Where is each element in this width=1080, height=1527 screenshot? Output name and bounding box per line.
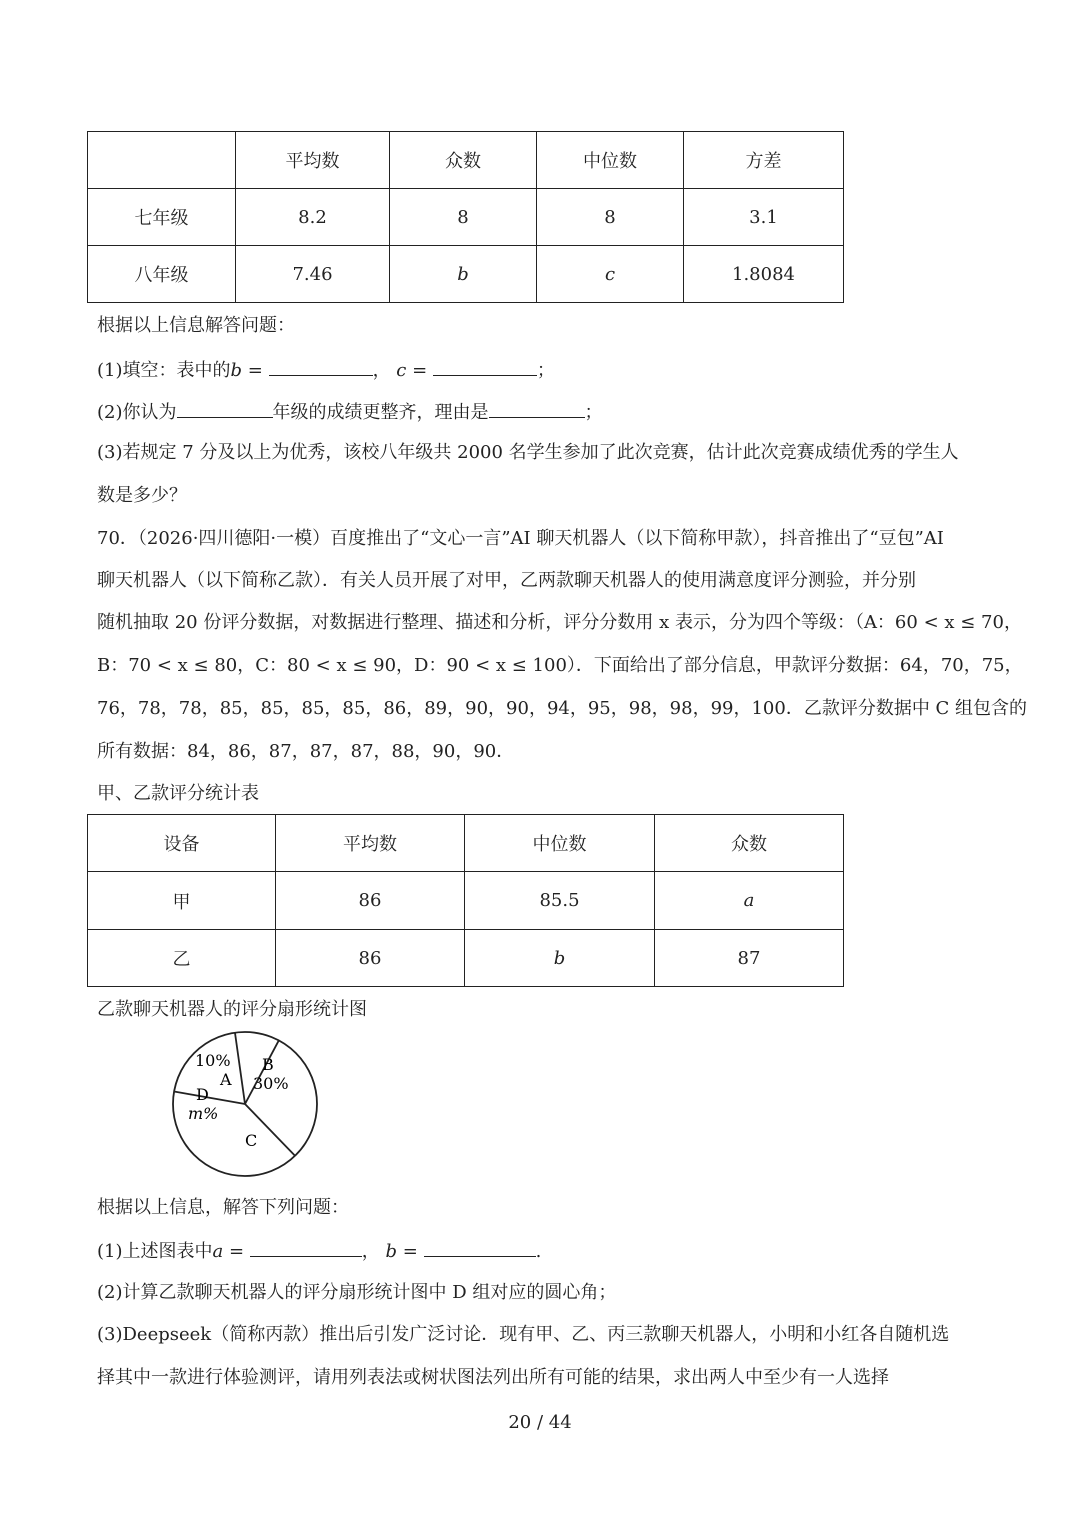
problem-70-line6: 所有数据：84，86，87，87，87，88，90，90． (97, 741, 515, 762)
slice-c-label: C (245, 1131, 258, 1150)
table-row (88, 930, 844, 987)
end-mark: ； (536, 360, 555, 381)
var-b: b (230, 360, 243, 381)
table-cell: 平均数 (276, 815, 465, 872)
table-header-row (88, 815, 844, 872)
question-intro: 根据以上信息解答问题： (97, 315, 295, 336)
problem-70-line3: 随机抽取 20 份评分数据，对数据进行整理、描述和分析，评分分数用 x 表示，分为四个等级：（A：60 < x ≤ 70， (97, 612, 1022, 633)
problem-70-line1: 70．（2026·四川德阳·一模）百度推出了“文心一言”AI 聊天机器人（以下简称甲款），抖音推出了“豆包”AI (97, 528, 944, 549)
question-2-3-line1: (3)Deepseek（简称丙款）推出后引发广泛讨论．现有甲、乙、丙三款聊天机器人，小明和小红各自随机选 (97, 1324, 950, 1345)
table-cell: 86 (276, 872, 465, 930)
var-b: b (385, 1241, 398, 1262)
table-cell: 85.5 (465, 872, 655, 930)
table-row (88, 246, 844, 303)
table-cell: 87 (655, 930, 844, 987)
problem-70-line4: B：70 < x ≤ 80，C：80 < x ≤ 90，D：90 < x ≤ 100）．下面给出了部分信息，甲款评分数据：64，70，75， (97, 655, 1023, 676)
answer-blank-c[interactable] (433, 357, 537, 376)
slice-b-value: 30% (253, 1074, 289, 1093)
table-cell: c (537, 246, 684, 303)
table-cell: 8 (537, 189, 684, 246)
table-cell: 8 (390, 189, 537, 246)
table-cell: 众数 (390, 132, 537, 189)
table-cell: 3.1 (684, 189, 844, 246)
equals: = (397, 1241, 424, 1262)
answer-blank-a[interactable] (250, 1238, 362, 1257)
table-row (88, 189, 844, 246)
table-cell: 平均数 (236, 132, 390, 189)
answer-blank-grade[interactable] (177, 399, 273, 418)
slice-a-label: A (220, 1070, 232, 1089)
q2-prefix: (2)你认为 (97, 402, 177, 423)
q2-1-prefix: (1)上述图表中 (97, 1241, 213, 1262)
table-header-row (88, 132, 844, 189)
page-number: 20 / 44 (508, 1412, 572, 1433)
var-a: a (212, 1241, 224, 1262)
pie-chart (160, 1028, 340, 1188)
q2-mid: 年级的成绩更整齐，理由是 (272, 402, 489, 423)
slice-d-label: D (196, 1085, 209, 1104)
table-cell: b (465, 930, 655, 987)
answer-blank-reason[interactable] (489, 399, 585, 418)
end-mark: . (535, 1241, 542, 1262)
table-cell: 7.46 (236, 246, 390, 303)
table-cell: 八年级 (88, 246, 236, 303)
pie-title: 乙款聊天机器人的评分扇形统计图 (97, 999, 367, 1020)
equals: = (406, 360, 433, 381)
answer-blank-b[interactable] (269, 357, 373, 376)
table-cell (88, 132, 236, 189)
score-table (87, 131, 844, 303)
table-cell: 众数 (655, 815, 844, 872)
question-intro-2: 根据以上信息，解答下列问题： (97, 1197, 349, 1218)
table-cell: 8.2 (236, 189, 390, 246)
table-cell: 中位数 (465, 815, 655, 872)
question-3-line2: 数是多少？ (97, 485, 187, 506)
problem-70-line2: 聊天机器人（以下简称乙款）．有关人员开展了对甲，乙两款聊天机器人的使用满意度评分测验，并分别 (97, 570, 916, 591)
table-cell: 乙 (88, 930, 276, 987)
separator: ， (361, 1241, 380, 1262)
slice-boundary-d (174, 1091, 245, 1104)
slice-boundary-a (235, 1033, 245, 1104)
table-cell: 方差 (684, 132, 844, 189)
equals: = (242, 360, 269, 381)
separator: ， (372, 360, 391, 381)
answer-blank-b2[interactable] (424, 1238, 536, 1257)
table-cell: 中位数 (537, 132, 684, 189)
question-2-1 (97, 1238, 541, 1264)
table-cell: 七年级 (88, 189, 236, 246)
question-1 (97, 357, 555, 383)
question-2-3-line2: 择其中一款进行体验测评，请用列表法或树状图法列出所有可能的结果，求出两人中至少有一人选择 (97, 1367, 889, 1388)
question-2 (97, 399, 603, 425)
table-cell: a (655, 872, 844, 930)
table2-title: 甲、乙款评分统计表 (97, 783, 259, 804)
table-cell: 设备 (88, 815, 276, 872)
problem-70-line5: 76，78，78，85，85，85，85，86，89，90，90，94，95，98，98，99，100．乙款评分数据中 C 组包含的 (97, 698, 1028, 719)
table-cell: 1.8084 (684, 246, 844, 303)
rating-table (87, 814, 844, 987)
var-c: c (396, 360, 407, 381)
question-2-2: (2)计算乙款聊天机器人的评分扇形统计图中 D 组对应的圆心角； (97, 1282, 617, 1303)
slice-a-value: 10% (195, 1051, 231, 1070)
question-3-line1: (3)若规定 7 分及以上为优秀，该校八年级共 2000 名学生参加了此次竞赛，估计此次竞赛成绩优秀的学生人 (97, 442, 959, 463)
table-cell: 86 (276, 930, 465, 987)
equals: = (223, 1241, 250, 1262)
end-mark: ； (584, 402, 603, 423)
q1-prefix: (1)填空：表中的 (97, 360, 231, 381)
slice-b-label: B (262, 1055, 274, 1074)
table-row (88, 872, 844, 930)
slice-d-value: m% (188, 1104, 219, 1123)
table-cell: 甲 (88, 872, 276, 930)
table-cell: b (390, 246, 537, 303)
